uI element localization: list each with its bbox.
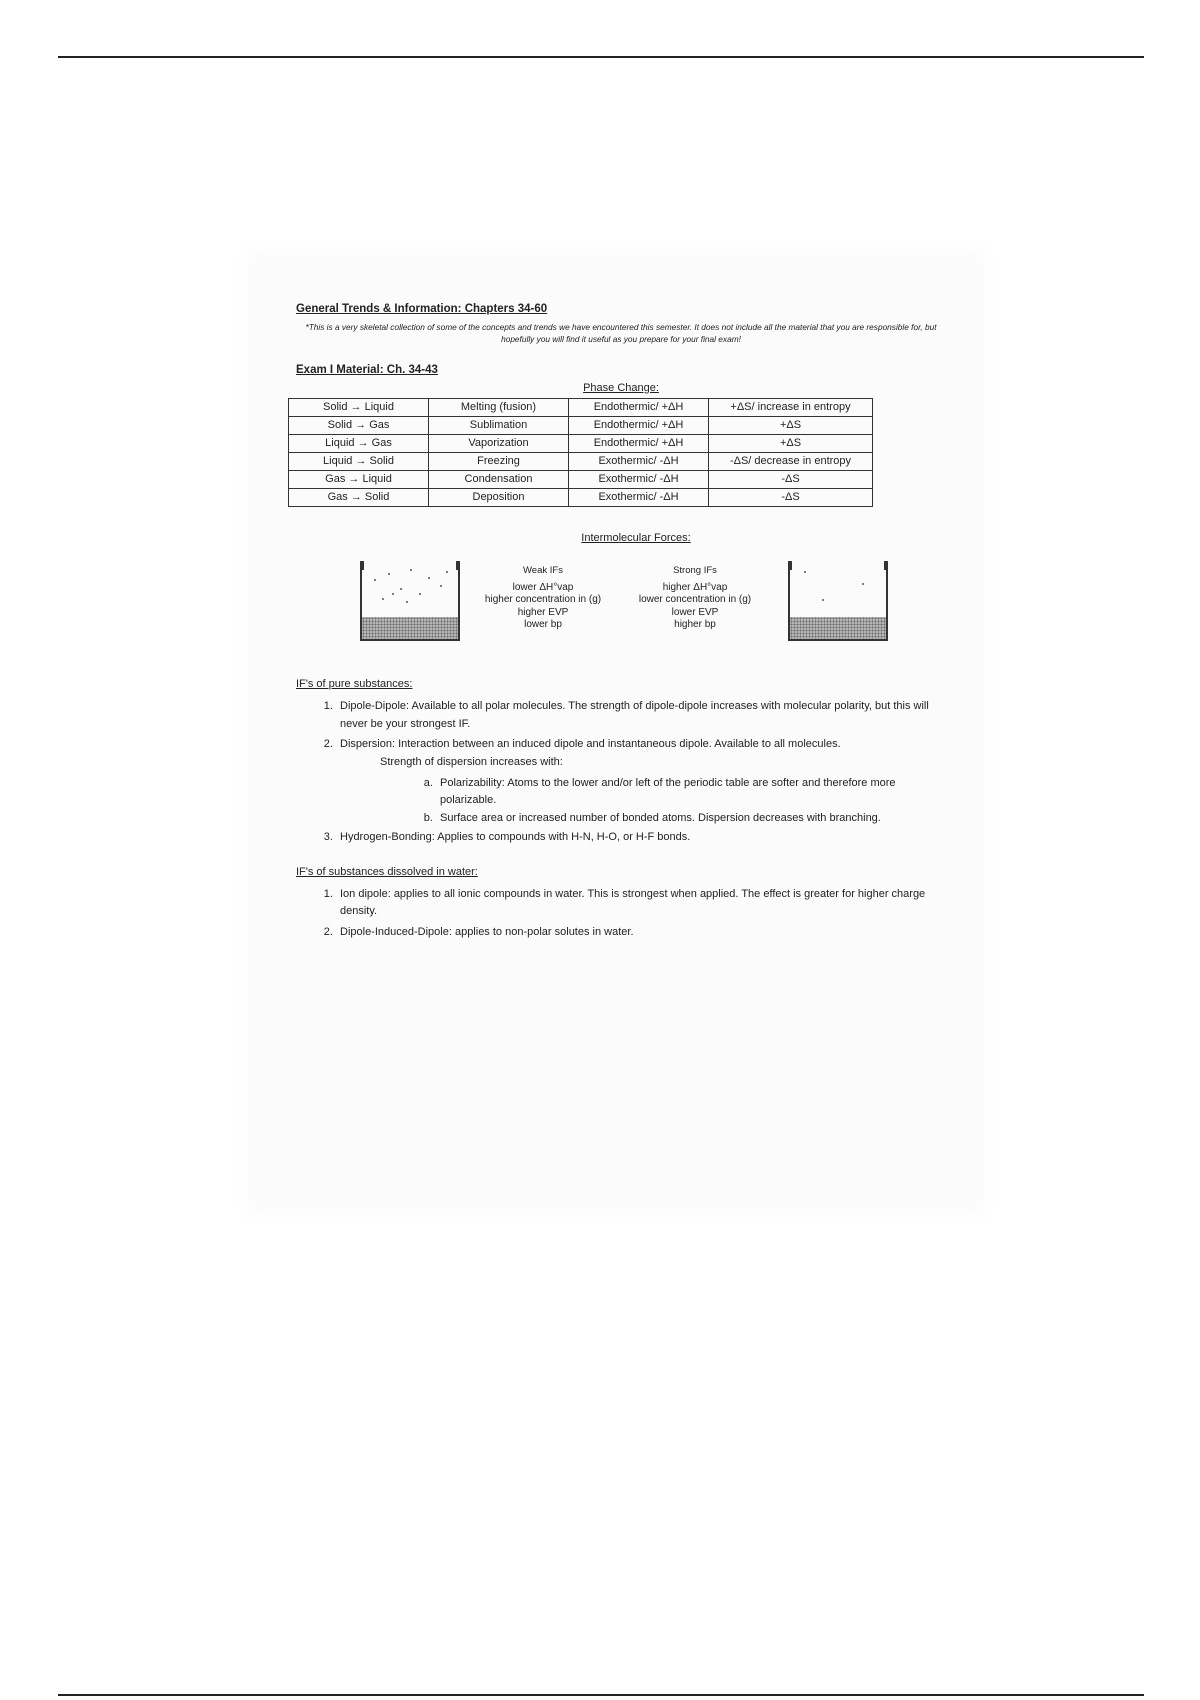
list-item-text: Dipole-Dipole: Available to all polar molecules. The strength of dipole-dipole increases with molecular polarity, but this will never be your strongest IF. — [340, 700, 929, 730]
weak-if-properties — [470, 565, 616, 632]
phase-change-caption: Phase Change: — [583, 381, 659, 394]
weak-if-line: lower ΔH°vap — [512, 581, 574, 593]
table-cell: Freezing — [429, 452, 569, 470]
list-item — [336, 886, 946, 921]
table-cell: +ΔS — [709, 416, 873, 434]
table-row — [289, 452, 873, 470]
list-item-text: Ion dipole: applies to all ionic compounds in water. This is strongest when applied. The effect is greater for higher charge density. — [340, 887, 926, 918]
dispersion-intro: Strength of dispersion increases with: — [380, 756, 563, 769]
weak-if-heading: Weak IFs — [523, 565, 563, 577]
pure-substances-list — [296, 698, 946, 771]
intermolecular-forces-caption: Intermolecular Forces: — [581, 531, 691, 544]
list-item — [436, 775, 946, 810]
table-row — [289, 398, 873, 416]
table-cell: Melting (fusion) — [429, 398, 569, 416]
table-row — [289, 470, 873, 488]
list-item-text: Hydrogen-Bonding: Applies to compounds with H-N, H-O, or H-F bonds. — [340, 831, 691, 844]
strong-if-properties — [622, 565, 768, 632]
list-item — [336, 829, 946, 847]
bottom-rule — [58, 1694, 1144, 1696]
table-cell: Endothermic/ +ΔH — [569, 416, 709, 434]
table-row — [289, 416, 873, 434]
strong-if-beaker-figure — [788, 563, 888, 641]
table-cell: Solid → Gas — [289, 416, 429, 434]
table-cell: +ΔS — [709, 434, 873, 452]
dissolved-substances-list — [296, 886, 946, 942]
table-cell: Liquid → Solid — [289, 452, 429, 470]
strong-if-line: higher ΔH°vap — [662, 581, 728, 593]
list-item — [436, 810, 946, 828]
dissolved-substances-heading: IF's of substances dissolved in water: — [296, 866, 478, 879]
table-cell: Gas → Liquid — [289, 470, 429, 488]
document-note: *This is a very skeletal collection of some of the concepts and trends we have encountered this semester. It does not include all the material that you are responsible for, but hopefully you will find it useful as you prepare for your final exam! — [305, 321, 937, 345]
table-cell: Exothermic/ -ΔH — [569, 452, 709, 470]
weak-if-line: higher EVP — [517, 606, 569, 618]
list-item — [336, 736, 946, 771]
table-cell: Endothermic/ +ΔH — [569, 434, 709, 452]
strong-if-heading: Strong IFs — [673, 565, 717, 577]
top-rule — [58, 56, 1144, 58]
table-row — [289, 488, 873, 506]
weak-if-line: higher concentration in (g) — [484, 594, 602, 606]
table-cell: Gas → Solid — [289, 488, 429, 506]
table-cell: -ΔS — [709, 488, 873, 506]
pure-substances-list-continued — [296, 829, 946, 847]
weak-if-beaker-figure — [360, 563, 460, 641]
document-content — [296, 302, 946, 945]
list-item — [336, 698, 946, 733]
table-cell: Vaporization — [429, 434, 569, 452]
table-cell: Condensation — [429, 470, 569, 488]
table-row — [289, 434, 873, 452]
list-item-text: Dispersion: Interaction between an induced dipole and instantaneous dipole. Available to all molecules. — [340, 738, 841, 751]
list-item-text: Dipole-Induced-Dipole: applies to non-polar solutes in water. — [340, 926, 634, 939]
strong-if-line: lower EVP — [671, 606, 719, 618]
table-cell: Exothermic/ -ΔH — [569, 488, 709, 506]
dispersion-sublist — [296, 775, 946, 828]
table-cell: -ΔS/ decrease in entropy — [709, 452, 873, 470]
phase-change-table — [288, 398, 873, 507]
document-page — [256, 258, 976, 1206]
table-cell: -ΔS — [709, 470, 873, 488]
table-cell: Sublimation — [429, 416, 569, 434]
list-item — [336, 924, 946, 942]
table-cell: Endothermic/ +ΔH — [569, 398, 709, 416]
table-cell: Liquid → Gas — [289, 434, 429, 452]
list-item-text: Surface area or increased number of bonded atoms. Dispersion decreases with branching. — [440, 811, 881, 824]
weak-if-line: lower bp — [524, 619, 562, 631]
intermolecular-forces-figure — [296, 559, 946, 649]
table-cell: Deposition — [429, 488, 569, 506]
list-item-text: Polarizability: Atoms to the lower and/or left of the periodic table are softer and therefore more polarizable. — [440, 776, 896, 807]
table-cell: +ΔS/ increase in entropy — [709, 398, 873, 416]
table-cell: Exothermic/ -ΔH — [569, 470, 709, 488]
pure-substances-heading: IF's of pure substances: — [296, 678, 413, 691]
table-cell: Solid → Liquid — [289, 398, 429, 416]
strong-if-line: lower concentration in (g) — [638, 594, 752, 606]
strong-if-line: higher bp — [674, 619, 716, 631]
exam-section-heading: Exam I Material: Ch. 34-43 — [296, 364, 438, 377]
document-title: General Trends & Information: Chapters 34-60 — [296, 303, 548, 315]
